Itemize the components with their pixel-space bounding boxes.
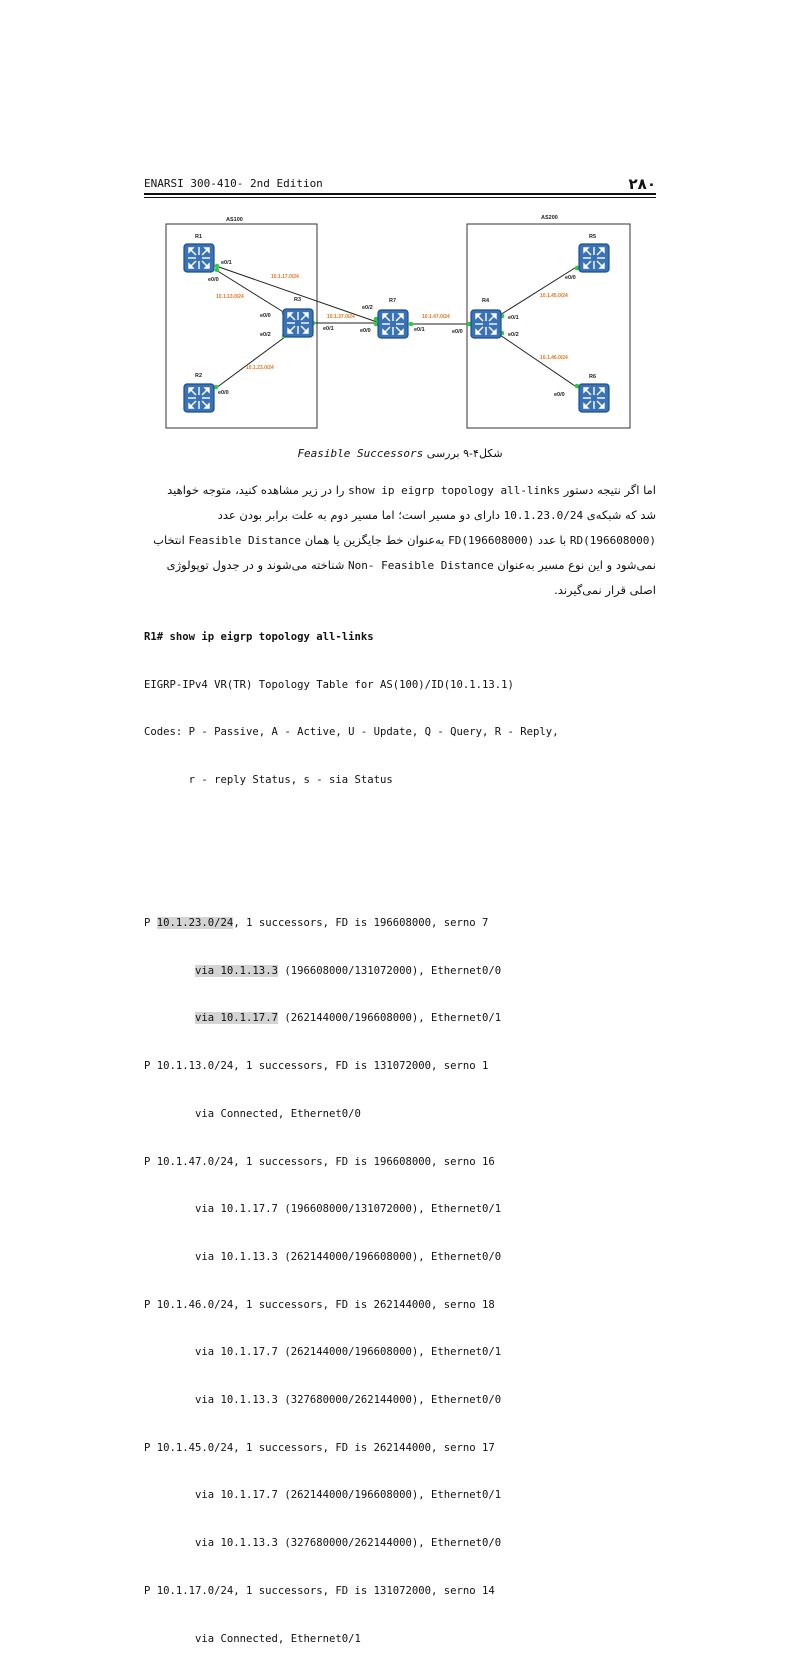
cli-line: via Connected, Ethernet0/0 [144, 1107, 361, 1120]
network-label: 10.1.17.0/24 [271, 274, 299, 280]
cli-line: via 10.1.13.3 (327680000/262144000), Ethernet0/0 [144, 1537, 502, 1550]
interface-label: e0/0 [260, 313, 271, 319]
paragraph-line [144, 528, 656, 553]
network-label: 10.1.45.0/24 [540, 293, 568, 299]
paragraph-line [144, 503, 656, 528]
router-label: R3 [294, 297, 302, 303]
cli-line: P 10.1.45.0/24, 1 successors, FD is 262144000, serno 17 [144, 1441, 495, 1454]
network-label: 10.1.47.0/24 [422, 314, 450, 320]
port-dot [215, 264, 220, 269]
highlighted-next-hop: via 10.1.13.3 [195, 964, 278, 977]
as100-label: AS100 [226, 217, 243, 223]
network-run: 10.1.23.0/24 [503, 509, 584, 522]
cli-output [144, 598, 656, 1663]
router-r2 [184, 384, 214, 412]
cli-line: r - reply Status, s - sia Status [144, 773, 393, 786]
text-run: نمی‌شود و این نوع مسیر به‌عنوان [497, 558, 656, 572]
port-dot [215, 268, 220, 273]
cli-text: (196608000/131072000), Ethernet0/0 [277, 964, 502, 977]
interface-label: e0/0 [360, 328, 371, 334]
cli-text: (262144000/196608000), Ethernet0/1 [277, 1012, 502, 1025]
text-run: اما اگر نتیجه دستور [563, 483, 656, 497]
router-r4 [471, 310, 501, 338]
text-run: دارای دو مسیر است؛ اما مسیر دوم به علت برابر بودن عدد [217, 508, 500, 522]
interface-label: e0/1 [414, 327, 425, 333]
header-rule-thin [144, 197, 656, 198]
term-run: Feasible Distance [188, 534, 302, 547]
router-r3 [283, 309, 313, 337]
router-label: R4 [482, 298, 490, 304]
text-run: شد که شبکه‌ی [586, 508, 656, 522]
router-r6 [579, 384, 609, 412]
cli-line [144, 1011, 656, 1027]
highlighted-network: 10.1.23.0/24 [156, 917, 234, 930]
page-number: ۲۸۰ [628, 175, 656, 193]
term-run: Non- Feasible Distance [348, 559, 494, 572]
router-label: R2 [195, 373, 203, 379]
cli-text: , 1 successors, FD is 196608000, serno 7 [233, 917, 489, 930]
interface-label: e0/0 [565, 275, 576, 281]
cli-line: P 10.1.13.0/24, 1 successors, FD is 131072000, serno 1 [144, 1060, 489, 1073]
cli-command-line: R1# show ip eigrp topology all-links [144, 630, 374, 643]
network-label: 10.1.37.0/24 [327, 314, 355, 320]
interface-label: e0/1 [221, 260, 232, 266]
cli-text: P [144, 917, 157, 930]
interface-label: e0/1 [508, 315, 519, 321]
router-r1 [184, 244, 214, 272]
link-r2-r3 [216, 337, 285, 388]
cli-blank-line [144, 868, 656, 884]
paragraph-line [144, 478, 656, 503]
cli-line: via 10.1.17.7 (262144000/196608000), Ethernet0/1 [144, 1346, 502, 1359]
cli-line [144, 964, 656, 980]
interface-label: e0/2 [362, 305, 373, 311]
router-label: R1 [195, 234, 203, 240]
interface-label: e0/2 [260, 332, 271, 338]
network-label: 10.1.13.0/24 [216, 294, 244, 300]
interface-label: e0/0 [208, 277, 219, 283]
text-run: با عدد [537, 533, 567, 547]
router-r5 [579, 244, 609, 272]
command-run: show ip eigrp topology all-links [348, 484, 561, 497]
cli-line: EIGRP-IPv4 VR(TR) Topology Table for AS(100)/ID(10.1.13.1) [144, 678, 514, 691]
paragraph-line [144, 553, 656, 578]
text-run: اصلی قرار نمی‌گیرند. [554, 583, 656, 597]
highlighted-next-hop: via 10.1.17.7 [195, 1012, 278, 1025]
text-run: شناخته می‌شوند و در جدول توپولوژی [166, 558, 345, 572]
router-label: R7 [389, 298, 397, 304]
caption-fa: شکل۴-۹ بررسی [426, 447, 503, 460]
cli-line [144, 916, 656, 932]
cli-line: P 10.1.47.0/24, 1 successors, FD is 196608000, serno 16 [144, 1155, 495, 1168]
cli-line: via 10.1.17.7 (196608000/131072000), Ethernet0/1 [144, 1203, 502, 1216]
network-label: 10.1.46.0/24 [540, 355, 568, 361]
as200-label: AS200 [541, 215, 558, 221]
text-run: انتخاب [153, 533, 185, 547]
network-topology-diagram [164, 210, 632, 432]
cli-line: Codes: P - Passive, A - Active, U - Update, Q - Query, R - Reply, [144, 726, 559, 739]
interface-label: e0/0 [218, 390, 229, 396]
caption-en: Feasible Successors [297, 447, 424, 460]
text-run: به‌عنوان خط جایگزین یا همان [304, 533, 445, 547]
router-label: R6 [589, 374, 597, 380]
cli-line: via 10.1.17.7 (262144000/196608000), Ethernet0/1 [144, 1489, 502, 1502]
network-label: 10.1.23.0/24 [246, 365, 274, 371]
cli-line: P 10.1.46.0/24, 1 successors, FD is 262144000, serno 18 [144, 1298, 495, 1311]
link-r4-r5 [500, 266, 578, 315]
interface-label: e0/0 [554, 392, 565, 398]
router-r7 [378, 310, 408, 338]
cli-blank-line [144, 821, 656, 837]
cli-line: via 10.1.13.3 (327680000/262144000), Ethernet0/0 [144, 1394, 502, 1407]
interface-label: e0/1 [323, 326, 334, 332]
rd-run: RD(196608000) [569, 534, 656, 547]
router-label: R5 [589, 234, 597, 240]
link-r4-r6 [500, 335, 578, 388]
figure-caption [144, 447, 656, 460]
body-paragraph [144, 478, 656, 602]
cli-line: via Connected, Ethernet0/1 [144, 1632, 361, 1645]
interface-label: e0/0 [452, 329, 463, 335]
cli-line: P 10.1.17.0/24, 1 successors, FD is 131072000, serno 14 [144, 1584, 495, 1597]
header-rule-thick [144, 193, 656, 195]
port-dot [409, 322, 414, 327]
cli-line: via 10.1.13.3 (262144000/196608000), Ethernet0/0 [144, 1250, 502, 1263]
text-run: را در زیر مشاهده کنید، متوجه خواهید [167, 483, 345, 497]
book-title: ENARSI 300-410- 2nd Edition [144, 177, 323, 190]
cli-text [144, 965, 195, 977]
fd-run: FD(196608000) [448, 534, 535, 547]
interface-label: e0/2 [508, 332, 519, 338]
cli-text [144, 1012, 195, 1024]
